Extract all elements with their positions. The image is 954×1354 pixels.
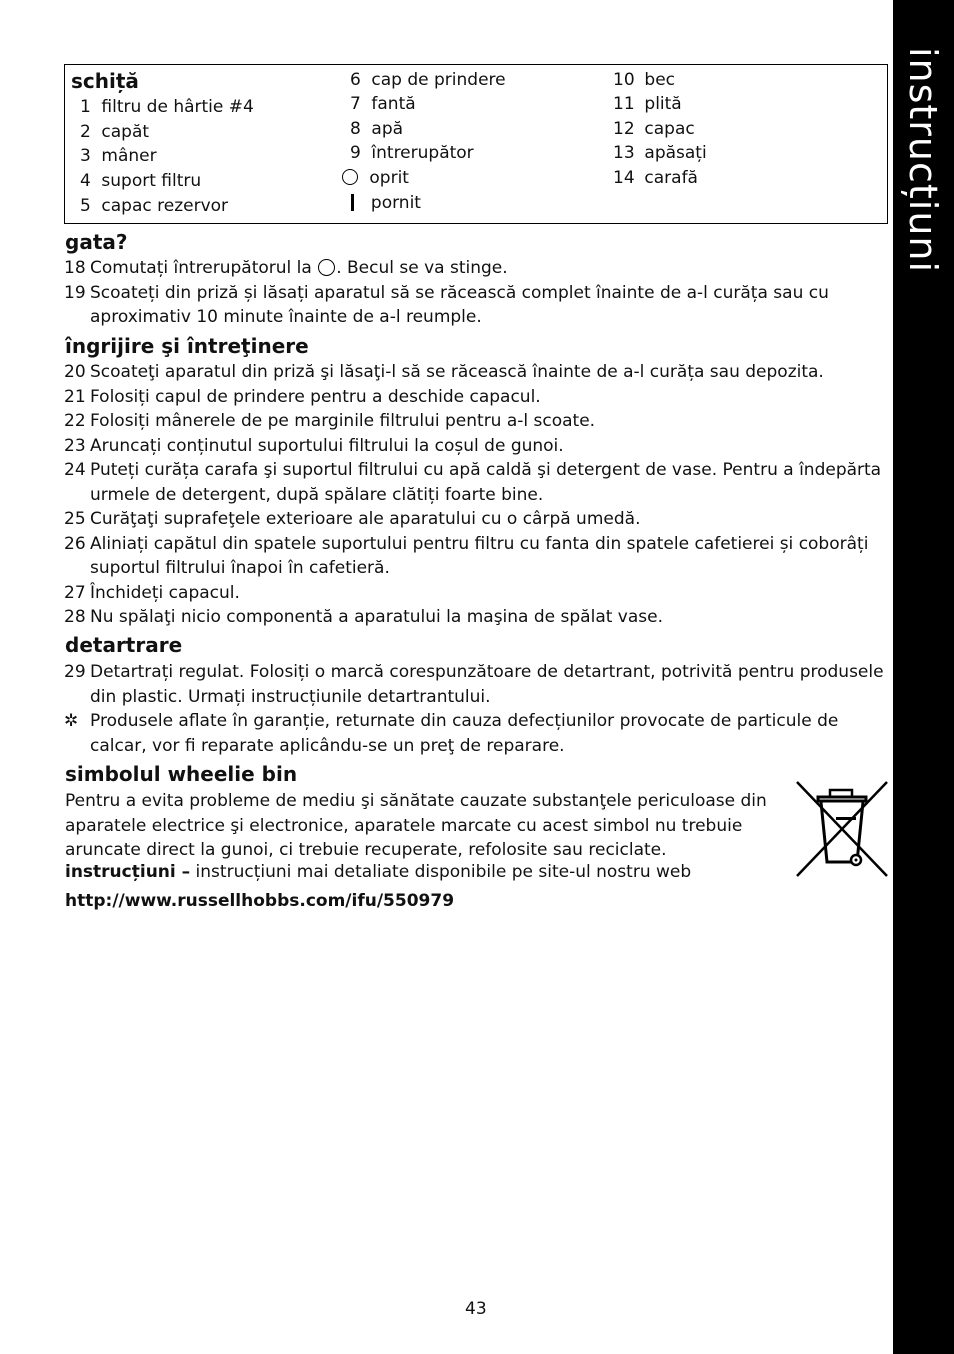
parts-item-number: 1 <box>80 97 91 117</box>
off-circle-icon <box>318 259 335 276</box>
parts-item <box>342 166 409 190</box>
parts-item-number: 10 <box>613 70 635 90</box>
descale-list <box>64 660 894 758</box>
parts-item-number: 4 <box>80 171 91 191</box>
parts-item-number: 8 <box>350 119 361 139</box>
item-text: Aruncați conținutul suportului filtrului la coșul de gunoi. <box>90 435 564 456</box>
parts-item <box>351 191 421 215</box>
item-number: 26 <box>64 533 86 554</box>
warranty-note <box>64 709 894 758</box>
item-number: 22 <box>64 411 86 431</box>
item-text: Comutați întrerupătorul la <box>90 258 312 278</box>
item-number: 24 <box>64 460 86 480</box>
item-number: 20 <box>64 362 86 382</box>
parts-item <box>613 117 695 141</box>
parts-item-label: filtru de hârtie #4 <box>101 97 254 117</box>
item-number: 29 <box>64 662 86 682</box>
parts-item <box>80 120 149 144</box>
parts-item <box>80 169 201 193</box>
parts-item-number: 12 <box>613 119 635 139</box>
parts-item-label: bec <box>644 70 676 90</box>
parts-item <box>350 92 416 116</box>
list-item <box>64 281 894 330</box>
item-number: 25 <box>64 509 86 529</box>
item-text: Scoateţi aparatul din priză şi lăsaţi-l să se răcească înainte de a-l curăța sau depozita. <box>90 362 824 382</box>
parts-item-label: pornit <box>370 193 421 213</box>
instructions-text: instrucțiuni mai detaliate disponibile pe site-ul nostru web <box>190 862 692 882</box>
list-item <box>64 434 894 459</box>
item-text: Puteți curăța carafa şi suportul filtrului cu apă caldă şi detergent de vase. Pentru a îndepărta urmele de detergent, după spălare clătiți foarte bine. <box>90 460 882 505</box>
item-text: Detartrați regulat. Folosiți o marcă corespunzătoare de detartrant, potrivită pentru produsele din plastic. Urmați instrucțiunile detartrantului. <box>90 662 884 707</box>
parts-item-label: capăt <box>101 122 150 142</box>
instructions-label: instrucțiuni – <box>65 862 191 882</box>
care-list <box>64 360 894 630</box>
section-heading-wheelie-bin: simbolul wheelie bin <box>65 762 298 786</box>
item-text: Folosiți capul de prindere pentru a deschide capacul. <box>90 386 541 407</box>
list-item <box>64 660 894 709</box>
item-number: 18 <box>64 258 86 278</box>
parts-item-label: apă <box>371 119 404 139</box>
parts-item-label: carafă <box>644 168 698 188</box>
parts-title: schiță <box>71 69 139 93</box>
item-number: 19 <box>64 282 86 303</box>
parts-item <box>350 117 403 141</box>
instructions-info <box>65 862 691 882</box>
parts-item-label: întrerupător <box>371 143 474 163</box>
page-number: 43 <box>465 1299 487 1319</box>
item-text: Nu spălaţi nicio componentă a aparatului la maşina de spălat vase. <box>90 607 664 627</box>
parts-item-label: capac <box>644 119 695 139</box>
parts-item-label: cap de prindere <box>371 70 506 90</box>
crossed-wheelie-bin-icon <box>794 780 890 880</box>
parts-item-label: capac rezervor <box>101 196 229 216</box>
parts-item-number: 5 <box>80 196 91 216</box>
item-text: Folosiți mânerele de pe marginile filtrului pentru a-l scoate. <box>90 411 596 431</box>
item-number: 21 <box>64 386 86 407</box>
list-item <box>64 605 894 630</box>
parts-item-number: 3 <box>80 146 91 166</box>
parts-item-number: 7 <box>350 94 361 114</box>
parts-item-label: oprit <box>369 168 409 188</box>
parts-item-number: 2 <box>80 122 91 142</box>
list-item <box>64 409 894 434</box>
off-circle-icon <box>342 169 358 185</box>
parts-box <box>64 64 888 224</box>
list-item <box>64 385 894 410</box>
parts-item <box>613 166 698 190</box>
item-text: Scoateți din priză și lăsați aparatul să se răcească complet înainte de a-l curăța sau cu aproximativ 10 minute înainte de a-l reumple. <box>90 282 829 327</box>
item-text: Închideți capacul. <box>90 582 240 603</box>
parts-item-label: plită <box>644 94 682 114</box>
wheelie-bin-text: Pentru a evita probleme de mediu şi sănătate cauzate substanţele periculoase din aparatele electrice şi electronice, aparatele marcate cu acest simbol nu trebuie aruncate direct la gunoi, ci trebuie recuperate, refolosite sau reciclate. <box>65 791 767 860</box>
parts-item <box>80 194 228 218</box>
section-heading-ready: gata? <box>65 230 128 254</box>
limescale-icon: ✲ <box>64 711 79 731</box>
parts-item <box>613 92 682 116</box>
item-number: 28 <box>64 607 86 627</box>
parts-item <box>350 141 474 165</box>
side-tab-label: instrucțiuni <box>901 46 945 274</box>
item-number: 23 <box>64 435 86 456</box>
ready-list <box>64 256 894 330</box>
parts-item-label: fantă <box>371 94 416 114</box>
list-item <box>64 507 894 532</box>
item-number: 27 <box>64 582 86 603</box>
instructions-url-link[interactable]: http://www.russellhobbs.com/ifu/550979 <box>65 891 455 911</box>
parts-item-label: apăsați <box>644 143 707 163</box>
parts-item <box>350 68 506 92</box>
parts-item <box>80 95 254 119</box>
parts-item-number: 14 <box>613 168 635 188</box>
section-heading-care: îngrijire şi întreţinere <box>65 334 309 358</box>
item-text: Produsele aflate în garanție, returnate din cauza defecțiunilor provocate de particule de calcar, vor fi reparate aplicându-se un preţ de reparare. <box>90 711 839 756</box>
parts-item <box>613 68 675 92</box>
parts-item-number: 13 <box>613 143 635 163</box>
section-heading-descale: detartrare <box>65 633 183 657</box>
list-item <box>64 256 894 281</box>
list-item <box>64 532 894 581</box>
item-text: Aliniați capătul din spatele suportului pentru filtru cu fanta din spatele cafetierei și coborâți suportul filtrului înapoi în cafetieră. <box>90 533 869 578</box>
parts-item-label: suport filtru <box>101 171 202 191</box>
parts-item-number: 6 <box>350 70 361 90</box>
item-text: Curăţaţi suprafeţele exterioare ale aparatului cu o cârpă umedă. <box>90 509 641 529</box>
list-item <box>64 458 894 507</box>
parts-item-label: mâner <box>101 146 157 166</box>
parts-item-number: 11 <box>613 94 635 114</box>
parts-item-number: 9 <box>350 143 361 163</box>
on-bar-icon <box>351 194 354 211</box>
list-item <box>64 360 894 385</box>
parts-item <box>613 141 707 165</box>
list-item <box>64 581 894 606</box>
parts-item <box>80 144 157 168</box>
item-text: . Becul se va stinge. <box>336 258 508 278</box>
